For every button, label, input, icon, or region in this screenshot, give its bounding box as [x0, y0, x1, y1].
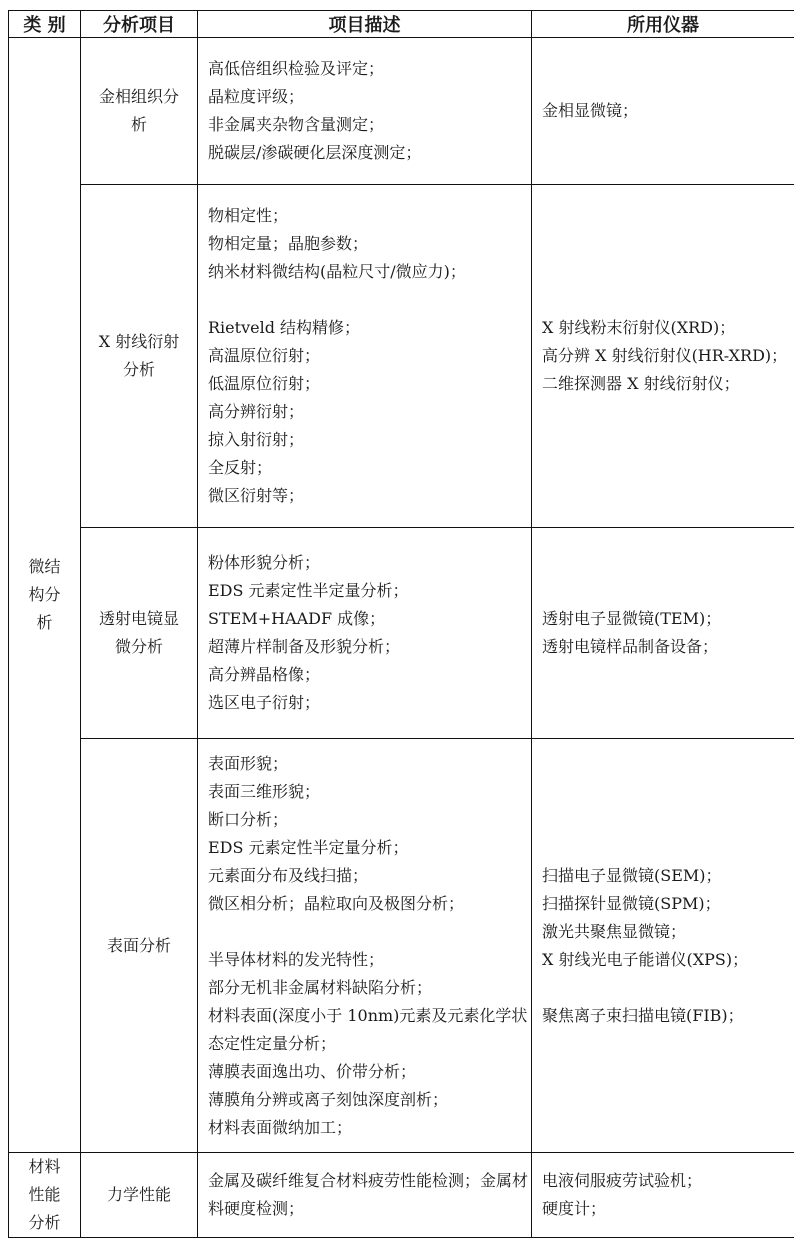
- header-row: [9, 11, 794, 38]
- description-cell: [198, 185, 532, 528]
- item-cell: [81, 38, 198, 185]
- instrument-cell: [532, 1153, 794, 1238]
- desc-line: 粉体形貌分析；: [208, 553, 321, 572]
- instrument-cell: [532, 38, 794, 185]
- desc-line: 物相定性；: [208, 206, 289, 225]
- desc-line: 表面三维形貌；: [208, 781, 321, 801]
- inst-line: 二维探测器 X 射线衍射仪；: [542, 374, 740, 393]
- inst-line: X 射线粉末衍射仪(XRD)；: [542, 318, 736, 337]
- inst-line: 透射电镜样品制备设备；: [542, 637, 719, 656]
- header-description: 项目描述: [198, 11, 532, 38]
- item-cell: [81, 739, 198, 1153]
- item-cell: [81, 1153, 198, 1238]
- table-row: [9, 739, 794, 1153]
- instrument-cell: [532, 528, 794, 739]
- desc-line: 脱碳层/渗碳硬化层深度测定；: [208, 143, 422, 162]
- description-cell: [198, 1153, 532, 1238]
- item-label: X 射线衍射分析: [98, 332, 180, 379]
- category-cell: [9, 1153, 81, 1238]
- desc-line: STEM+HAADF 成像；: [208, 609, 386, 628]
- inst-line: 硬度计；: [542, 1199, 607, 1218]
- header-instrument: 所用仪器: [532, 11, 794, 38]
- inst-line: 高分辨 X 射线衍射仪(HR-XRD)；: [542, 346, 788, 365]
- item-label: 金相组织分析: [98, 87, 179, 134]
- inst-line: 金相显微镜；: [542, 101, 639, 120]
- item-label: 透射电镜显微分析: [98, 609, 179, 656]
- description-cell: [198, 38, 532, 185]
- inst-line: X 射线光电子能谱仪(XPS)；: [542, 949, 749, 969]
- category-material: 材料性能分析: [28, 1157, 61, 1232]
- desc-line: 表面形貌；: [208, 753, 289, 773]
- desc-line: 纳米材料微结构(晶粒尺寸/微应力)；: [208, 262, 466, 281]
- desc-line: 材料表面(深度小于 10nm)元素及元素化学状态定性定量分析；: [208, 1005, 528, 1053]
- instrument-cell: [532, 739, 794, 1153]
- desc-line: 掠入射衍射；: [208, 430, 305, 449]
- table-row: [9, 38, 794, 185]
- analysis-table: [8, 10, 794, 1238]
- desc-line: 高分辨衍射；: [208, 402, 305, 421]
- desc-line: 选区电子衍射；: [208, 693, 321, 712]
- desc-line: 高温原位衍射；: [208, 346, 321, 365]
- inst-line: 聚焦离子束扫描电镜(FIB)；: [542, 1005, 744, 1025]
- category-cell: [9, 38, 81, 1153]
- inst-line: 扫描电子显微镜(SEM)；: [542, 865, 722, 885]
- desc-line: 非金属夹杂物含量测定；: [208, 115, 385, 134]
- inst-line: 扫描探针显微镜(SPM)；: [542, 893, 721, 913]
- table-row: [9, 185, 794, 528]
- desc-line: Rietveld 结构精修；: [208, 318, 361, 337]
- item-label: 力学性能: [106, 1185, 171, 1204]
- desc-line: 高低倍组织检验及评定；: [208, 59, 385, 78]
- desc-line: 薄膜角分辨或离子刻蚀深度剖析；: [208, 1089, 449, 1109]
- desc-line: 元素面分布及线扫描；: [208, 865, 369, 885]
- item-cell: [81, 528, 198, 739]
- instrument-cell: [532, 185, 794, 528]
- desc-line: 低温原位衍射；: [208, 374, 321, 393]
- table-row: [9, 528, 794, 739]
- table-row: [9, 1153, 794, 1238]
- inst-line: 电液伺服疲劳试验机；: [542, 1171, 703, 1190]
- description-cell: [198, 528, 532, 739]
- desc-line: 晶粒度评级；: [208, 87, 305, 106]
- inst-line: 激光共聚焦显微镜；: [542, 921, 687, 941]
- header-category: 类 别: [9, 11, 81, 38]
- desc-line: 断口分析；: [208, 809, 289, 829]
- desc-line: EDS 元素定性半定量分析；: [208, 581, 409, 600]
- desc-line: 部分无机非金属材料缺陷分析；: [208, 977, 433, 997]
- desc-line: 全反射；: [208, 458, 273, 477]
- desc-line: 薄膜表面逸出功、价带分析；: [208, 1061, 417, 1081]
- category-micro: 微结构分析: [28, 557, 61, 632]
- item-cell: [81, 185, 198, 528]
- desc-line: 高分辨晶格像；: [208, 665, 321, 684]
- desc-line: 微区衍射等；: [208, 486, 305, 505]
- desc-line: 微区相分析；晶粒取向及极图分析；: [208, 893, 465, 913]
- inst-line: 透射电子显微镜(TEM)；: [542, 609, 722, 628]
- desc-line: 金属及碳纤维复合材料疲劳性能检测；金属材料硬度检测；: [208, 1171, 529, 1218]
- item-label: 表面分析: [106, 935, 171, 955]
- header-item: 分析项目: [81, 11, 198, 38]
- desc-line: EDS 元素定性半定量分析；: [208, 837, 409, 857]
- desc-line: 物相定量；晶胞参数；: [208, 234, 369, 253]
- desc-line: 材料表面微纳加工；: [208, 1117, 353, 1137]
- desc-line: 半导体材料的发光特性；: [208, 949, 385, 969]
- description-cell: [198, 739, 532, 1153]
- desc-line: 超薄片样制备及形貌分析；: [208, 637, 401, 656]
